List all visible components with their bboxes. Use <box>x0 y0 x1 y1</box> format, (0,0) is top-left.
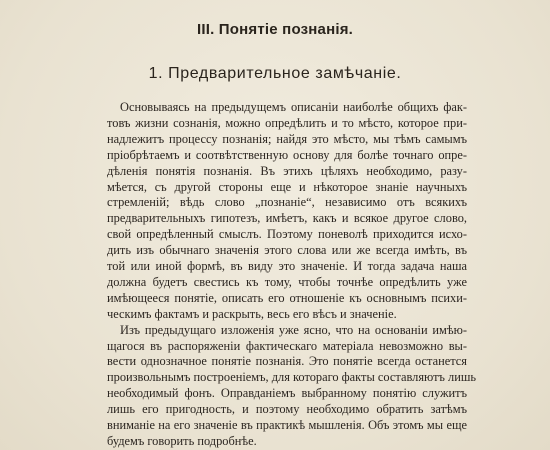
text-line: дѣленія понятія познанія. Въ этихъ цѣляхъ необходимо, разу- <box>107 163 467 178</box>
text-line: той или иной формѣ, въ виду это значеніе. И тогда задача наша <box>107 259 467 273</box>
text-line: вниманіе на его значеніе въ практикѣ мышленія. Объ этомъ мы еще <box>107 418 467 432</box>
text-line: свой опредѣленный смыслъ. Поэтому поневолѣ приходится исхо- <box>107 227 467 242</box>
text-line: надлежитъ процессу познанія; найдя это мѣсто, мы тѣмъ самымъ <box>107 131 467 146</box>
section-heading: 1. Предварительное замѣчаніе. <box>148 65 402 82</box>
text-line: предварительныхъ гипотезъ, имѣетъ, какъ и всякое другое слово, <box>107 211 467 226</box>
text-line: лишь его пригодность, и поэтому необходимо обратить затѣмъ <box>107 402 467 417</box>
text-line: пріобрѣтаемъ и соотвѣтственную основу для болѣе точнаго опре- <box>107 147 467 162</box>
text-line: товъ жизни сознанія, можно опредѣлить и то мѣсто, которое при- <box>107 115 467 130</box>
text-line: щагося въ распоряженіи фактическаго матеріала невозможно вы- <box>107 338 467 353</box>
text-line: дить изъ обычнаго значенія этого слова или же всегда имѣть, въ <box>107 243 467 258</box>
text-line: стремленій; вѣдь слово „познаніе“, независимо отъ всякихъ <box>107 195 467 210</box>
text-line: ческимъ фактамъ и раскрыть, весь его вѣсъ и значеніе. <box>107 306 397 321</box>
text-line: мѣется, съ другой стороны еще и нѣкоторое знаніе научныхъ <box>107 179 467 194</box>
text-line: необходимый фонъ. Оправданіемъ выбранному понятію служитъ <box>107 386 467 401</box>
text-line: будемъ говорить подробнѣе. <box>107 433 257 448</box>
text-line: Основываясь на предыдущемъ описаніи наиболѣе общихъ фак- <box>120 100 467 114</box>
text-line: имѣющееся понятіе, описать его отношеніе къ основнымъ психи- <box>107 290 467 305</box>
chapter-heading: III. Понятіе познанія. <box>196 21 354 38</box>
text-line: должна будетъ свестись къ тому, чтобы точнѣе опредѣлить уже <box>107 274 467 289</box>
text-line: произвольнымъ построеніемъ, для котораго факты составляютъ лишь <box>107 370 477 385</box>
text-line: Изъ предыдущаго изложенія уже ясно, что на основаніи имѣю- <box>120 322 467 337</box>
text-line: вести однозначное понятіе познанія. Это понятіе всегда останется <box>107 354 467 369</box>
